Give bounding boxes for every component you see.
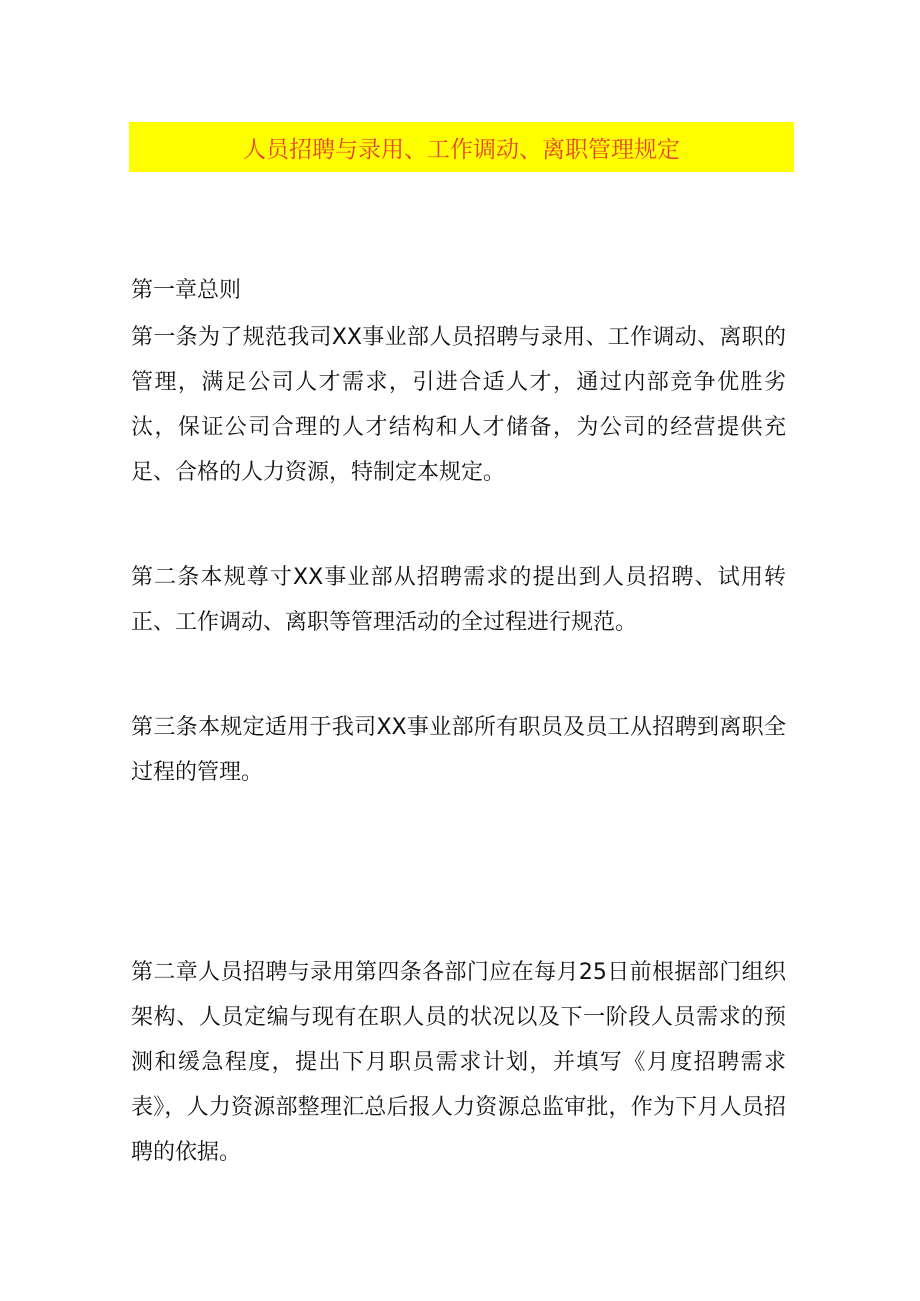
article-3-paragraph: 第三条本规定适用于我司XX事业部所有职员及员工从招聘到离职全过程的管理。: [131, 715, 786, 785]
article-2-paragraph: 第二条本规尊寸XX事业部从招聘需求的提出到人员招聘、试用转正、工作调动、离职等管理活动的全过程进行规范。: [131, 565, 786, 635]
article-1-paragraph: 第一条为了规范我司XX事业部人员招聘与录用、工作调动、离职的管理，满足公司人才需求，引进合适人才，通过内部竞争优胜劣汰，保证公司合理的人才结构和人才储备，为公司的经营提供充足、合格的人力资源，特制定本规定。: [131, 325, 786, 485]
document-title: 人员招聘与录用、工作调动、离职管理规定: [243, 136, 680, 163]
chapter-2-paragraph: 第二章人员招聘与录用第四条各部门应在每月25日前根据部门组织架构、人员定编与现有在职人员的状况以及下一阶段人员需求的预测和缓急程度，提出下月职员需求计划，并填写《月度招聘需求表》，人力资源部整理汇总后报人力资源总监审批，作为下月人员招聘的依据。: [131, 960, 786, 1165]
chapter-1-heading: 第一章总则: [131, 278, 242, 303]
title-banner: [129, 122, 794, 172]
